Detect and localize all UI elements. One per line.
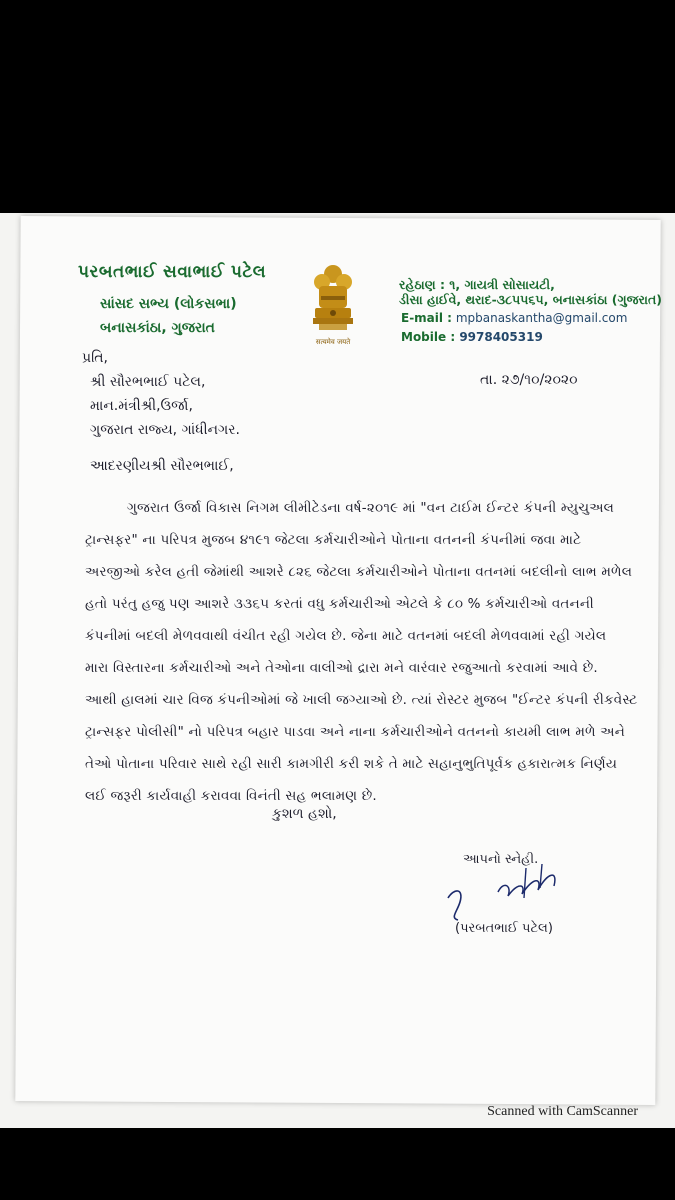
closing-line: કુશળ હશો, (272, 806, 337, 822)
prati-label: પ્રતિ, (82, 350, 108, 366)
letter-date: તા. ૨૭/૧૦/૨૦૨૦ (480, 372, 578, 388)
camscanner-watermark: Scanned with CamScanner (487, 1104, 638, 1119)
letterhead-district: બનાસકાંઠા, ગુજરાત (100, 320, 215, 336)
mobile-row (401, 330, 543, 344)
recipient-line: માન.મંત્રીશ્રી,ઉર્જા, (90, 398, 193, 414)
letter-body (85, 492, 645, 812)
mobile-label: Mobile : (401, 330, 456, 344)
email-value: mpbanaskantha@gmail.com (455, 311, 628, 325)
ashoka-emblem-icon (307, 262, 359, 348)
handwritten-signature-icon (438, 858, 578, 928)
mobile-value: 9978405319 (459, 330, 543, 344)
body-line: અરજીઓ કરેલ હતી જેમાંથી આશરે ૮૨૬ જેટલા કર્મચારીઓને પોતાના વતનમાં બદલીનો લાભ મળેલ (85, 564, 633, 580)
svg-text:सत्यमेव जयते: सत्यमेव जयते (315, 338, 351, 346)
body-line: મારા વિસ્તારના કર્મચારીઓ અને તેઓના વાલીઓ દ્રારા મને વારંવાર રજુઆતો કરવામાં આવે છે. (85, 660, 598, 676)
body-line: હતો પરંતુ હજુ પણ આશરે ૩૩૬૫ કરતાં વધુ કર્મચારીઓ એટલે કે ૮૦ % કર્મચારીઓ વતનની (85, 596, 594, 612)
recipient-line: શ્રી સૌરભભાઈ પટેલ, (90, 374, 206, 390)
email-row (401, 311, 627, 325)
body-line: ગુજરાત ઉર્જા વિકાસ નિગમ લીમીટેડના વર્ષ-૨૦૧૯ માં "વન ટાઈમ ઈન્ટર કંપની મ્યુચુઅલ (127, 500, 615, 516)
recipient-line: ગુજરાત રાજ્ય, ગાંધીનગર. (90, 422, 240, 438)
body-line: ટ્રાન્સફર" ના પરિપત્ર મુજબ ૪૧૯૧ જેટલા કર્મચારીઓને પોતાના વતનની કંપનીમાં જવા માટે (85, 532, 582, 548)
salutation: આદરણીયશ્રી સૌરભભાઈ, (90, 458, 234, 474)
body-line: તેઓ પોતાના પરિવાર સાથે રહી સારી કામગીરી કરી શકે તે માટે સહાનુભુતિપૂર્વક હકારાત્મક નિર્ણય (85, 756, 618, 772)
body-line: કંપનીમાં બદલી મેળવવાથી વંચીત રહી ગયેલ છે. જેના માટે વતનમાં બદલી મેળવવામાં રહી ગયેલ (85, 628, 607, 644)
signer-name: (પરબતભાઈ પટેલ) (455, 921, 553, 936)
yours-line: આપનો સ્નેહી. (463, 852, 539, 867)
letterhead-title: સાંસદ સભ્ય (લોકસભા) (100, 296, 237, 312)
address-line-1: રહેઠાણ : ૧, ગાયત્રી સોસાયટી, (399, 277, 555, 292)
address-line-2: ડીસા હાઈવે, થરાદ-૩૮૫૫૬૫, બનાસકાંઠા (ગુજરાત) (399, 292, 662, 307)
body-line: ટ્રાન્સફર પોલીસી" નો પરિપત્ર બહાર પાડવા અને નાના કર્મચારીઓને વતનનો કાયમી લાભ મળે અને (85, 724, 625, 740)
email-label: E-mail : (401, 311, 452, 325)
body-line: લઈ જરૂરી કાર્યવાહી કરાવવા વિનંતી સહ ભલામણ છે. (85, 788, 377, 804)
body-line: આથી હાલમાં ચાર વિજ કંપનીઓમાં જે ખાલી જગ્યાઓ છે. ત્યાં રોસ્ટર મુજબ "ઈન્ટર કંપની રીકવેસ્ટ (85, 692, 638, 708)
letterhead-name: પરબતભાઈ સવાભાઈ પટેલ (78, 262, 267, 282)
